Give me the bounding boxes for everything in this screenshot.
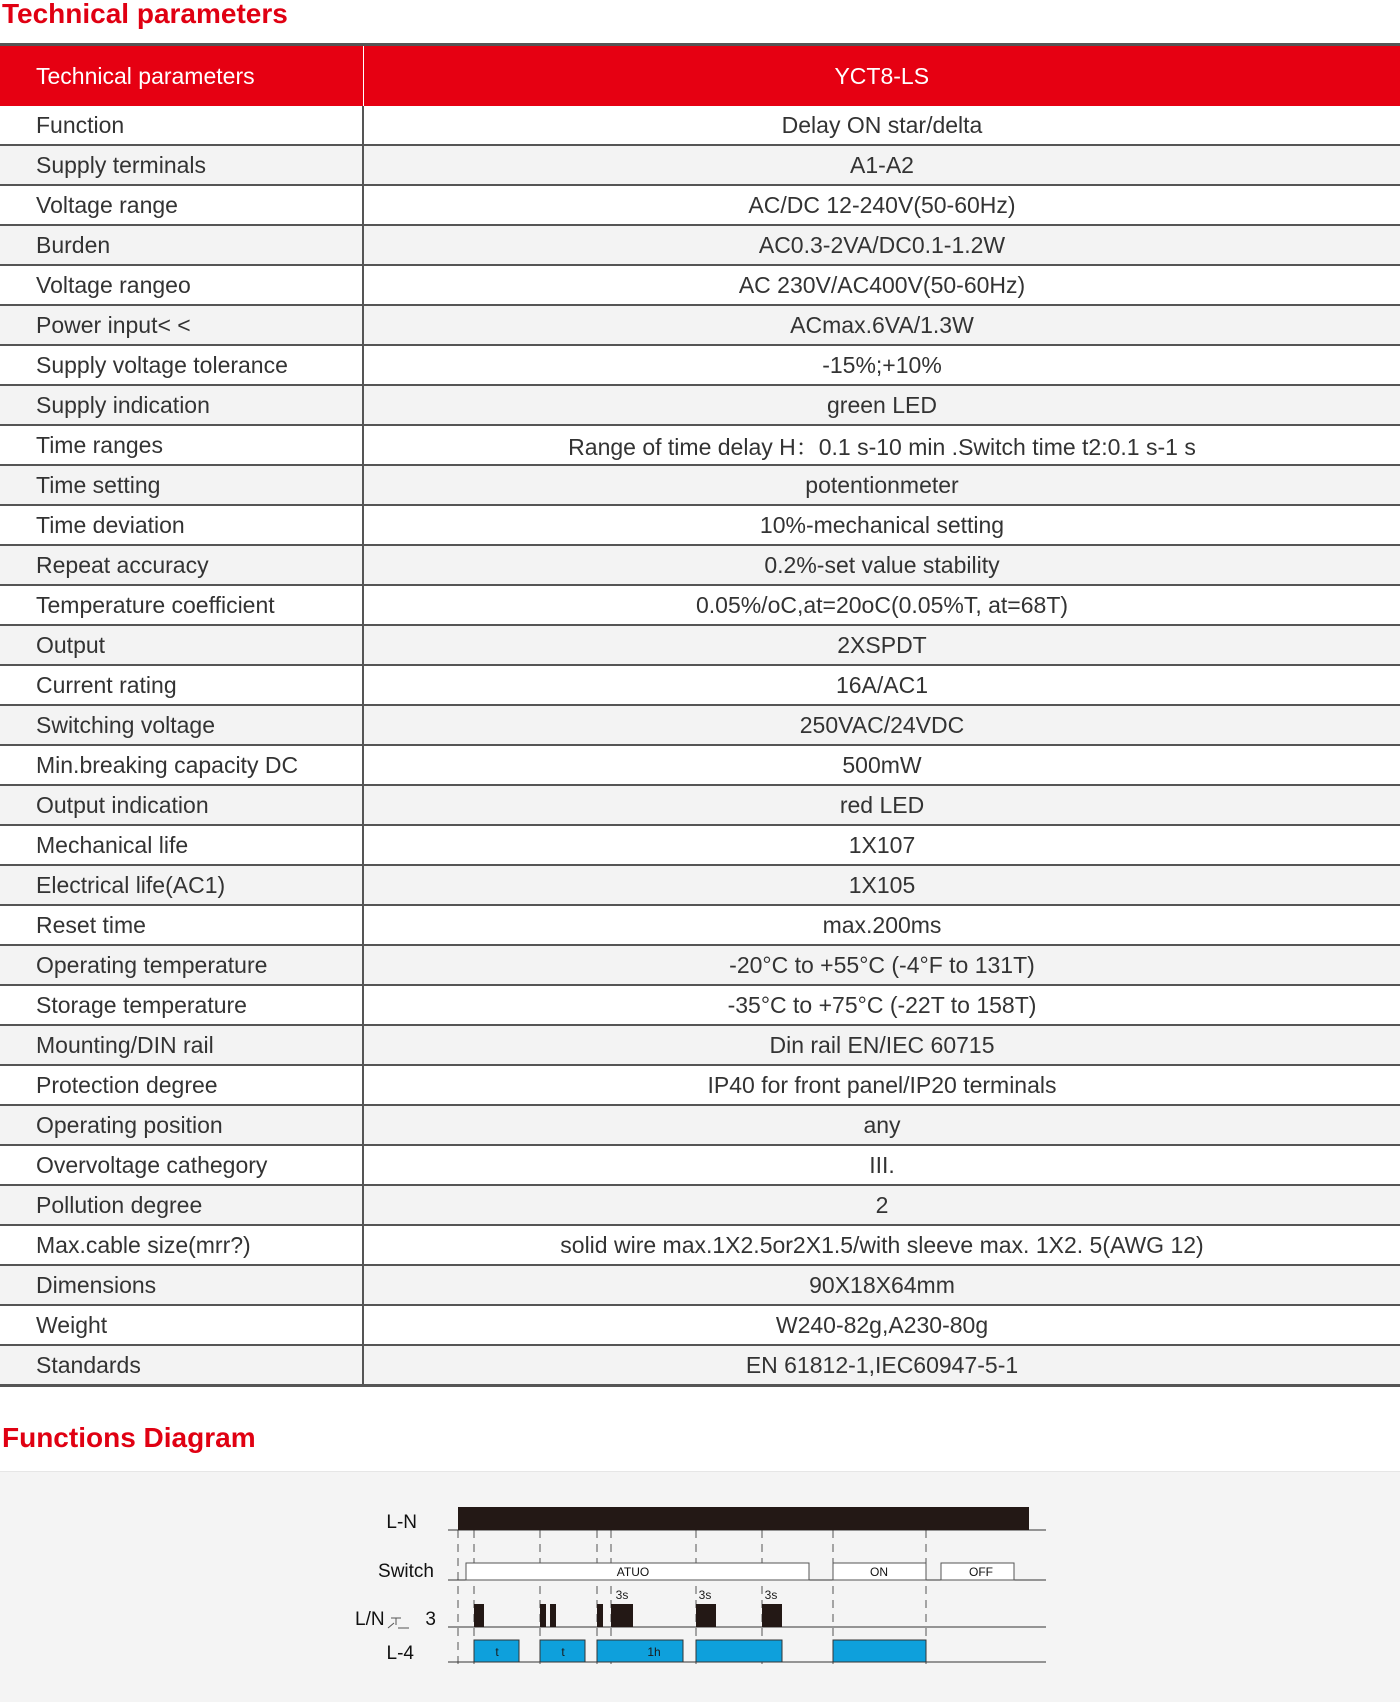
output-bar-3 — [597, 1640, 683, 1662]
parameter-value: -35°C to +75°C (-22T to 158T) — [363, 985, 1400, 1025]
table-row — [0, 265, 1400, 305]
functions-diagram — [0, 1471, 1400, 1702]
label-ln-3-suffix: 3 — [425, 1609, 436, 1630]
parameter-name: Switching voltage — [0, 705, 363, 745]
parameter-value: EN 61812-1,IEC60947-5-1 — [363, 1345, 1400, 1386]
parameter-value: AC/DC 12-240V(50-60Hz) — [363, 185, 1400, 225]
table-row — [0, 545, 1400, 585]
parameter-value: 0.2%-set value stability — [363, 545, 1400, 585]
label-ln-3: L/N — [355, 1609, 385, 1630]
parameter-name: Dimensions — [0, 1265, 363, 1305]
switch-label-off: OFF — [969, 1565, 993, 1579]
table-row — [0, 1185, 1400, 1225]
parameter-value: max.200ms — [363, 905, 1400, 945]
label-ln: L-N — [386, 1512, 417, 1533]
table-row — [0, 1305, 1400, 1345]
parameter-name: Supply voltage tolerance — [0, 345, 363, 385]
table-row — [0, 1145, 1400, 1185]
table-row — [0, 905, 1400, 945]
table-row — [0, 665, 1400, 705]
switch-label-on: ON — [870, 1565, 888, 1579]
table-row — [0, 145, 1400, 185]
table-row — [0, 106, 1400, 145]
marker-3s-1: 3s — [615, 1588, 629, 1602]
parameter-value: AC 230V/AC400V(50-60Hz) — [363, 265, 1400, 305]
bar-label-1h: 1h — [647, 1645, 661, 1659]
parameter-value: A1-A2 — [363, 145, 1400, 185]
label-l4: L-4 — [386, 1643, 414, 1664]
header-parameter: Technical parameters — [0, 45, 363, 107]
parameter-value: 1X105 — [363, 865, 1400, 905]
parameter-name: Operating position — [0, 1105, 363, 1145]
parameter-value: 0.05%/oC,at=20oC(0.05%T, at=68T) — [363, 585, 1400, 625]
parameter-name: Electrical life(AC1) — [0, 865, 363, 905]
timing-diagram-svg — [0, 1472, 1400, 1702]
parameter-name: Time deviation — [0, 505, 363, 545]
technical-parameters-title: Technical parameters — [2, 0, 288, 29]
parameter-value: 2XSPDT — [363, 625, 1400, 665]
parameter-value: 2 — [363, 1185, 1400, 1225]
parameter-value: 250VAC/24VDC — [363, 705, 1400, 745]
table-row — [0, 945, 1400, 985]
table-row — [0, 745, 1400, 785]
parameter-value: ACmax.6VA/1.3W — [363, 305, 1400, 345]
parameter-name: Mechanical life — [0, 825, 363, 865]
parameter-name: Min.breaking capacity DC — [0, 745, 363, 785]
parameter-value: 10%-mechanical setting — [363, 505, 1400, 545]
pulse-7 — [762, 1604, 782, 1627]
parameter-value: 90X18X64mm — [363, 1265, 1400, 1305]
parameter-name: Max.cable size(mrr?) — [0, 1225, 363, 1265]
table-row — [0, 385, 1400, 425]
table-row — [0, 1225, 1400, 1265]
parameter-name: Temperature coefficient — [0, 585, 363, 625]
parameter-name: Power input< < — [0, 305, 363, 345]
parameter-name: Repeat accuracy — [0, 545, 363, 585]
output-bar-4 — [696, 1640, 782, 1662]
contact-symbol-icon — [388, 1618, 409, 1628]
table-row — [0, 1065, 1400, 1105]
marker-3s-3: 3s — [764, 1588, 778, 1602]
table-header-row — [0, 45, 1400, 107]
parameter-name: Voltage rangeo — [0, 265, 363, 305]
parameter-name: Time ranges — [0, 425, 363, 465]
parameter-value: 1X107 — [363, 825, 1400, 865]
table-row — [0, 185, 1400, 225]
parameter-value: Delay ON star/delta — [781, 111, 983, 138]
pulse-5 — [611, 1604, 633, 1627]
table-row — [0, 345, 1400, 385]
parameter-value: Range of time delay H：0.1 s-10 min .Switch time t2:0.1 s-1 s — [363, 425, 1400, 465]
table-row — [0, 985, 1400, 1025]
parameter-name: Voltage range — [0, 185, 363, 225]
header-model: YCT8-LS — [363, 45, 1400, 107]
parameter-name: Protection degree — [0, 1065, 363, 1105]
pulse-1 — [474, 1604, 484, 1627]
parameter-value: W240-82g,A230-80g — [363, 1305, 1400, 1345]
parameter-value: 16A/AC1 — [363, 665, 1400, 705]
table-row — [0, 305, 1400, 345]
parameter-value: red LED — [363, 785, 1400, 825]
bar-label-t-2: t — [561, 1645, 565, 1659]
parameter-value: potentionmeter — [363, 465, 1400, 505]
marker-3s-2: 3s — [698, 1588, 712, 1602]
pulse-4 — [597, 1604, 603, 1627]
parameter-value: any — [363, 1105, 1400, 1145]
output-bar-5 — [833, 1640, 926, 1662]
parameter-name: Storage temperature — [0, 985, 363, 1025]
table-row — [0, 1025, 1400, 1065]
parameter-name: Pollution degree — [0, 1185, 363, 1225]
technical-parameters-table — [0, 43, 1400, 1387]
parameter-value: IP40 for front panel/IP20 terminals — [363, 1065, 1400, 1105]
pulse-6 — [696, 1604, 716, 1627]
parameter-name: Supply indication — [0, 385, 363, 425]
parameter-value: -20°C to +55°C (-4°F to 131T) — [363, 945, 1400, 985]
table-row — [0, 1265, 1400, 1305]
parameter-value: green LED — [363, 385, 1400, 425]
parameter-name: Reset time — [0, 905, 363, 945]
parameter-name: Burden — [0, 225, 363, 265]
parameter-name: Weight — [0, 1305, 363, 1345]
table-row — [0, 785, 1400, 825]
pulse-3 — [550, 1604, 556, 1627]
table-row — [0, 1345, 1400, 1386]
parameter-value: Din rail EN/IEC 60715 — [363, 1025, 1400, 1065]
parameter-name: Current rating — [0, 665, 363, 705]
table-row — [0, 585, 1400, 625]
parameter-value: AC0.3-2VA/DC0.1-1.2W — [363, 225, 1400, 265]
label-switch: Switch — [378, 1561, 434, 1582]
table-row — [0, 425, 1400, 465]
parameter-name: Mounting/DIN rail — [0, 1025, 363, 1065]
switch-label-atuo: ATUO — [616, 1565, 650, 1579]
parameter-name: Time setting — [0, 465, 363, 505]
parameter-name: Output — [0, 625, 363, 665]
table-row — [0, 505, 1400, 545]
parameter-name: Standards — [0, 1345, 363, 1386]
functions-diagram-title: Functions Diagram — [2, 1422, 256, 1453]
parameter-name: Overvoltage cathegory — [0, 1145, 363, 1185]
parameter-name: Operating temperature — [0, 945, 363, 985]
table-row — [0, 865, 1400, 905]
bar-label-t-1: t — [495, 1645, 499, 1659]
table-row — [0, 465, 1400, 505]
table-row — [0, 705, 1400, 745]
table-row — [0, 825, 1400, 865]
parameter-name: Output indication — [0, 785, 363, 825]
parameter-value: III. — [363, 1145, 1400, 1185]
table-row — [0, 225, 1400, 265]
parameter-value: -15%;+10% — [363, 345, 1400, 385]
parameter-value: solid wire max.1X2.5or2X1.5/with sleeve max. 1X2. 5(AWG 12) — [363, 1225, 1400, 1265]
parameter-name: Function — [0, 106, 363, 145]
table-row — [0, 1105, 1400, 1145]
pulse-2 — [540, 1604, 546, 1627]
table-row — [0, 625, 1400, 665]
parameter-value: 500mW — [363, 745, 1400, 785]
ln-supply-bar — [458, 1507, 1029, 1530]
parameter-name: Supply terminals — [0, 145, 363, 185]
